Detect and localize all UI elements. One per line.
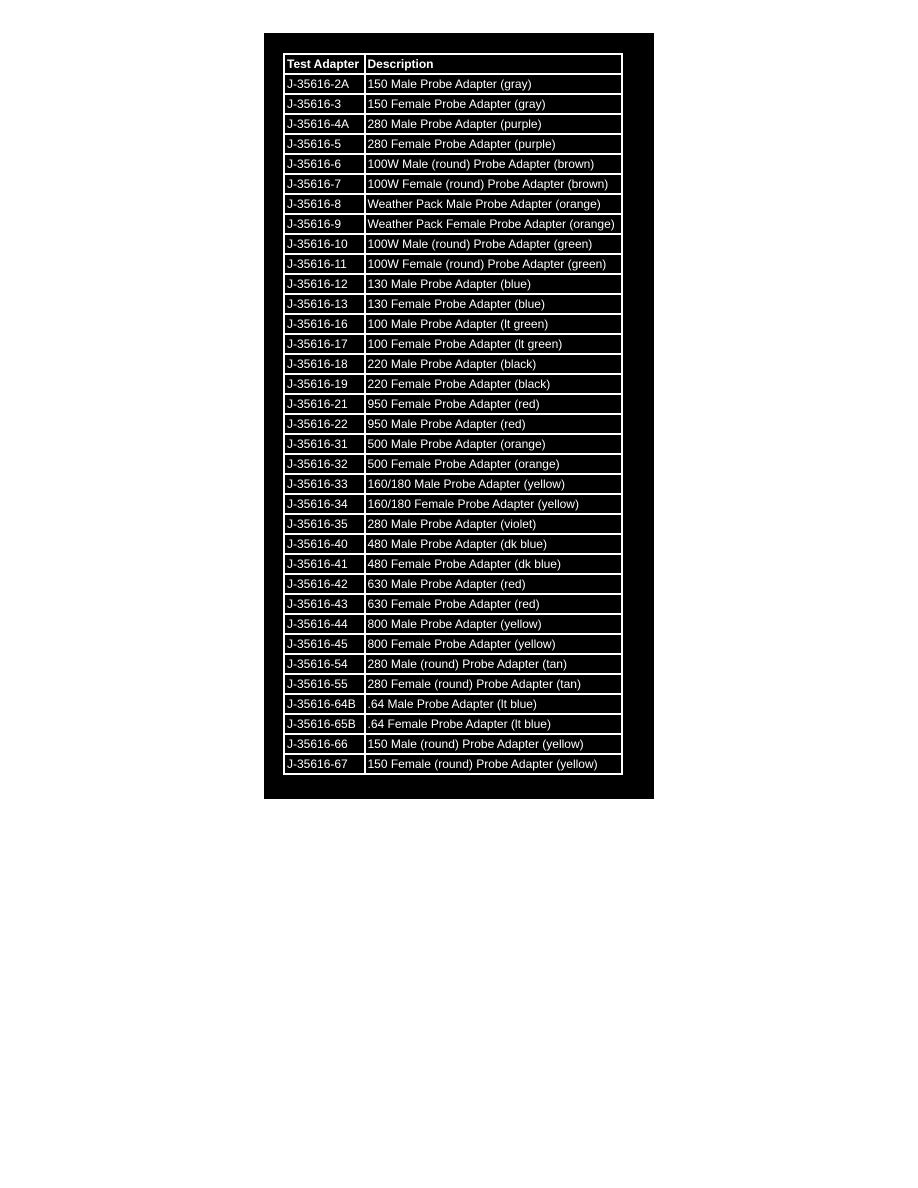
test-adapter-cell: J-35616-43: [285, 595, 366, 615]
table-row: [285, 435, 621, 455]
description-cell: 280 Male (round) Probe Adapter (tan): [366, 655, 622, 675]
test-adapter-cell: J-35616-65B: [285, 715, 366, 735]
table-row: [285, 555, 621, 575]
test-adapter-cell: J-35616-6: [285, 155, 366, 175]
test-adapter-cell: J-35616-64B: [285, 695, 366, 715]
table-row: [285, 275, 621, 295]
test-adapter-cell: J-35616-7: [285, 175, 366, 195]
test-adapter-cell: J-35616-66: [285, 735, 366, 755]
table-row: [285, 615, 621, 635]
table-row: [285, 715, 621, 735]
header-test-adapter: Test Adapter: [285, 55, 366, 75]
description-cell: 130 Female Probe Adapter (blue): [366, 295, 622, 315]
table-row: [285, 135, 621, 155]
description-cell: .64 Female Probe Adapter (lt blue): [366, 715, 622, 735]
table-row: [285, 635, 621, 655]
test-adapter-cell: J-35616-11: [285, 255, 366, 275]
description-cell: 800 Male Probe Adapter (yellow): [366, 615, 622, 635]
description-cell: 480 Male Probe Adapter (dk blue): [366, 535, 622, 555]
description-cell: 950 Female Probe Adapter (red): [366, 395, 622, 415]
table-row: [285, 375, 621, 395]
table-row: [285, 335, 621, 355]
test-adapter-cell: J-35616-67: [285, 755, 366, 773]
test-adapter-cell: J-35616-44: [285, 615, 366, 635]
table-row: [285, 575, 621, 595]
description-cell: .64 Male Probe Adapter (lt blue): [366, 695, 622, 715]
description-cell: 500 Male Probe Adapter (orange): [366, 435, 622, 455]
table-row: [285, 255, 621, 275]
description-cell: 150 Male (round) Probe Adapter (yellow): [366, 735, 622, 755]
test-adapter-cell: J-35616-12: [285, 275, 366, 295]
description-cell: 100W Female (round) Probe Adapter (green): [366, 255, 622, 275]
test-adapter-cell: J-35616-10: [285, 235, 366, 255]
table-row: [285, 655, 621, 675]
description-cell: 100 Male Probe Adapter (lt green): [366, 315, 622, 335]
test-adapter-cell: J-35616-16: [285, 315, 366, 335]
description-cell: 950 Male Probe Adapter (red): [366, 415, 622, 435]
test-adapter-cell: J-35616-2A: [285, 75, 366, 95]
description-cell: 160/180 Male Probe Adapter (yellow): [366, 475, 622, 495]
test-adapter-cell: J-35616-8: [285, 195, 366, 215]
test-adapter-cell: J-35616-31: [285, 435, 366, 455]
table-row: [285, 155, 621, 175]
test-adapter-cell: J-35616-42: [285, 575, 366, 595]
table-body: [285, 75, 621, 773]
test-adapter-cell: J-35616-45: [285, 635, 366, 655]
description-cell: 150 Female Probe Adapter (gray): [366, 95, 622, 115]
description-cell: 150 Male Probe Adapter (gray): [366, 75, 622, 95]
description-cell: 100 Female Probe Adapter (lt green): [366, 335, 622, 355]
test-adapter-cell: J-35616-34: [285, 495, 366, 515]
table-row: [285, 75, 621, 95]
description-cell: 280 Female Probe Adapter (purple): [366, 135, 622, 155]
description-cell: 480 Female Probe Adapter (dk blue): [366, 555, 622, 575]
description-cell: 150 Female (round) Probe Adapter (yellow): [367, 757, 598, 771]
description-cell: Weather Pack Female Probe Adapter (orange): [366, 215, 622, 235]
description-cell: 280 Female (round) Probe Adapter (tan): [366, 675, 622, 695]
table-row: [285, 235, 621, 255]
description-cell: 220 Male Probe Adapter (black): [366, 355, 622, 375]
table-row: [285, 315, 621, 335]
test-adapter-cell: J-35616-17: [285, 335, 366, 355]
table-row: [285, 355, 621, 375]
description-cell: 280 Male Probe Adapter (violet): [366, 515, 622, 535]
table-row: [285, 515, 621, 535]
table-row: [285, 695, 621, 715]
test-adapter-cell: J-35616-33: [285, 475, 366, 495]
test-adapter-cell: J-35616-21: [285, 395, 366, 415]
test-adapter-cell: J-35616-55: [285, 675, 366, 695]
test-adapter-cell: J-35616-18: [285, 355, 366, 375]
description-cell: 100W Female (round) Probe Adapter (brown): [366, 175, 622, 195]
table-row: [285, 495, 621, 515]
table-row: [285, 755, 621, 773]
test-adapter-cell: J-35616-5: [285, 135, 366, 155]
description-cell: 630 Female Probe Adapter (red): [366, 595, 622, 615]
description-cell: 220 Female Probe Adapter (black): [366, 375, 622, 395]
table-row: [285, 195, 621, 215]
test-adapter-cell: J-35616-32: [285, 455, 366, 475]
test-adapter-cell: J-35616-19: [285, 375, 366, 395]
table-row: [285, 595, 621, 615]
test-adapter-cell: J-35616-41: [285, 555, 366, 575]
test-adapter-cell: J-35616-22: [285, 415, 366, 435]
test-adapter-cell: J-35616-35: [285, 515, 366, 535]
test-adapter-cell: J-35616-9: [285, 215, 366, 235]
test-adapter-cell: J-35616-54: [285, 655, 366, 675]
table-header-row: [285, 55, 621, 75]
table-row: [285, 115, 621, 135]
table-row: [285, 455, 621, 475]
header-description: Description: [366, 55, 622, 75]
test-adapter-cell: J-35616-13: [285, 295, 366, 315]
description-cell: 500 Female Probe Adapter (orange): [366, 455, 622, 475]
description-cell: 160/180 Female Probe Adapter (yellow): [366, 495, 622, 515]
table-row: [285, 215, 621, 235]
description-cell: 280 Male Probe Adapter (purple): [366, 115, 622, 135]
table-row: [285, 735, 621, 755]
table-row: [285, 675, 621, 695]
description-cell: 630 Male Probe Adapter (red): [366, 575, 622, 595]
description-cell: 800 Female Probe Adapter (yellow): [366, 635, 622, 655]
table-row: [285, 175, 621, 195]
table-row: [285, 295, 621, 315]
description-cell: 130 Male Probe Adapter (blue): [366, 275, 622, 295]
table-row: [285, 475, 621, 495]
table-row: [285, 415, 621, 435]
description-cell: 100W Male (round) Probe Adapter (brown): [366, 155, 622, 175]
description-cell: Weather Pack Male Probe Adapter (orange): [366, 195, 622, 215]
table-row: [285, 535, 621, 555]
table-row: [285, 395, 621, 415]
test-adapter-cell: J-35616-40: [285, 535, 366, 555]
test-adapter-cell: J-35616-4A: [285, 115, 366, 135]
test-adapter-cell: J-35616-3: [285, 95, 366, 115]
table-row: [285, 95, 621, 115]
test-adapter-table: [283, 53, 623, 775]
description-cell: 100W Male (round) Probe Adapter (green): [366, 235, 622, 255]
